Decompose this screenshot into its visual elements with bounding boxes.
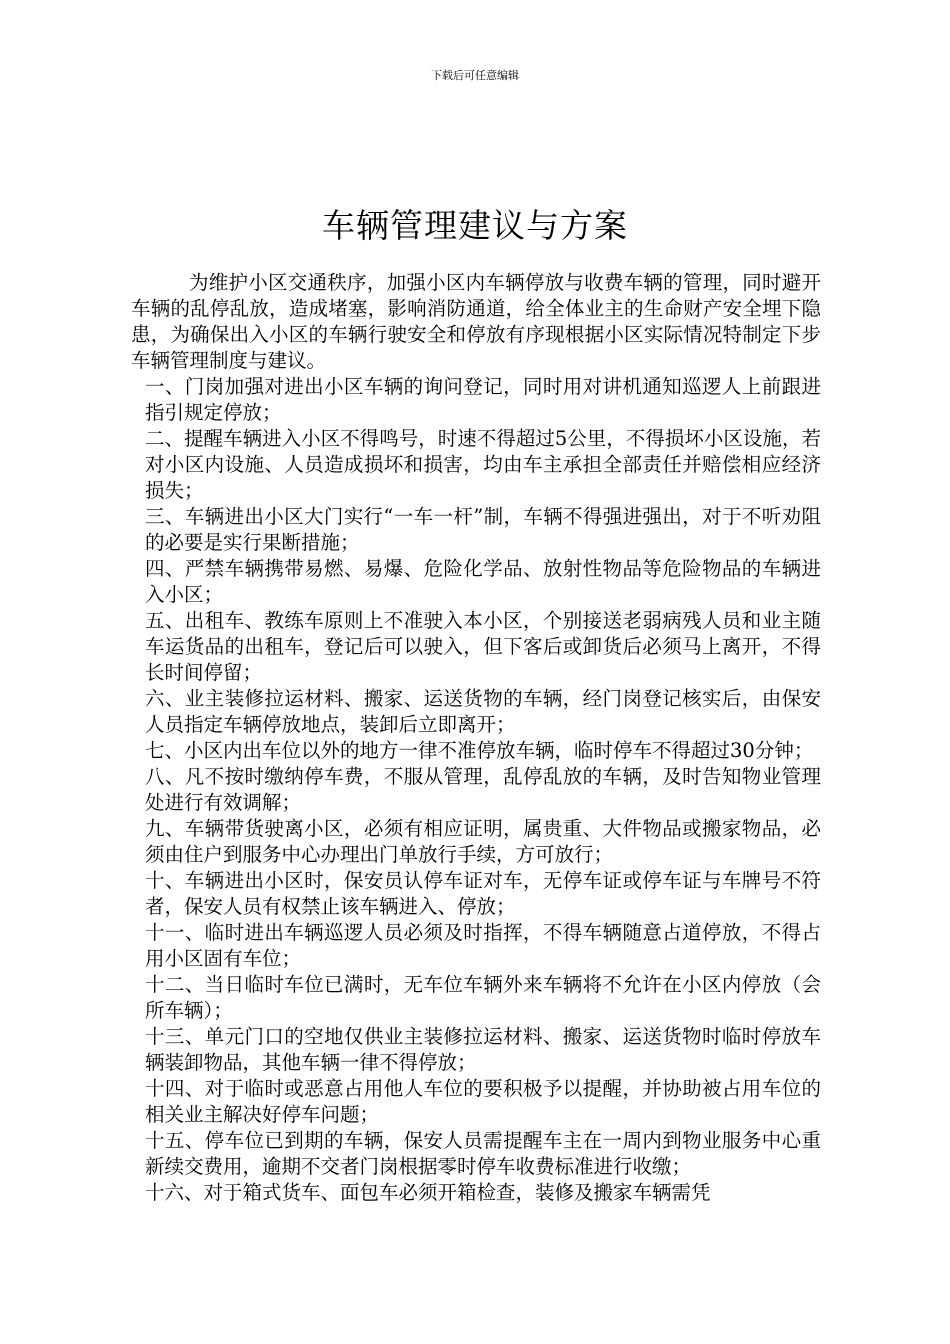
- rule-item-5: 五、出租车、教练车原则上不准驶入本小区，个别接送老弱病残人员和业主随车运货品的出租车，登记后可以驶入，但下客后或卸货后必须马上离开，不得长时间停留；: [145, 609, 821, 684]
- document-body: [131, 270, 821, 1206]
- rule-item-9: 九、车辆带货驶离小区，必须有相应证明，属贵重、大件物品或搬家物品，必须由住户到服务中心办理出门单放行手续，方可放行；: [145, 817, 821, 866]
- rule-item-1: 一、门岗加强对进出小区车辆的询问登记，同时用对讲机通知巡逻人上前跟进指引规定停放；: [145, 375, 821, 424]
- rule-item-7: 七、小区内出车位以外的地方一律不准停放车辆，临时停车不得超过30分钟；: [145, 739, 814, 762]
- rule-item-14: 十四、对于临时或恶意占用他人车位的要积极予以提醒，并协助被占用车位的相关业主解决好停车问题；: [145, 1077, 821, 1126]
- rule-item-4: 四、严禁车辆携带易燃、易爆、危险化学品、放射性物品等危险物品的车辆进入小区；: [145, 557, 821, 606]
- rule-item-12: 十二、当日临时车位已满时，无车位车辆外来车辆将不允许在小区内停放（会所车辆）；: [145, 973, 821, 1022]
- rule-item-13: 十三、单元门口的空地仅供业主装修拉运材料、搬家、运送货物时临时停放车辆装卸物品，其他车辆一律不得停放；: [145, 1025, 821, 1074]
- rule-item-8: 八、凡不按时缴纳停车费，不服从管理，乱停乱放的车辆，及时告知物业管理处进行有效调解；: [145, 765, 821, 814]
- header-note: 下载后可任意编辑: [431, 69, 519, 82]
- rules-list: [131, 374, 821, 1206]
- intro-paragraph: 为维护小区交通秩序，加强小区内车辆停放与收费车辆的管理，同时避开车辆的乱停乱放，造成堵塞，影响消防通道，给全体业主的生命财产安全埋下隐患，为确保出入小区的车辆行驶安全和停放有序现根据小区实际情况特制定下步车辆管理制度与建议。: [131, 271, 821, 372]
- rule-item-3: 三、车辆进出小区大门实行“一车一杆”制，车辆不得强进强出，对于不听劝阻的必要是实行果断措施；: [145, 505, 821, 554]
- rule-item-16: 十六、对于箱式货车、面包车必须开箱检查，装修及搬家车辆需凭: [145, 1181, 711, 1204]
- document-title: 车辆管理建议与方案: [322, 206, 628, 245]
- rule-item-11: 十一、临时进出车辆巡逻人员必须及时指挥，不得车辆随意占道停放，不得占用小区固有车位；: [145, 921, 821, 970]
- rule-item-15: 十五、停车位已到期的车辆，保安人员需提醒车主在一周内到物业服务中心重新续交费用，逾期不交者门岗根据零时停车收费标准进行收缴；: [145, 1129, 821, 1178]
- rule-item-6: 六、业主装修拉运材料、搬家、运送货物的车辆，经门岗登记核实后，由保安人员指定车辆停放地点，装卸后立即离开；: [145, 687, 821, 736]
- rule-item-10: 十、车辆进出小区时，保安员认停车证对车，无停车证或停车证与车牌号不符者，保安人员有权禁止该车辆进入、停放；: [145, 869, 821, 918]
- rule-item-2: 二、提醒车辆进入小区不得鸣号，时速不得超过5公里，不得损坏小区设施，若对小区内设施、人员造成损坏和损害，均由车主承担全部责任并赔偿相应经济损失；: [145, 427, 821, 502]
